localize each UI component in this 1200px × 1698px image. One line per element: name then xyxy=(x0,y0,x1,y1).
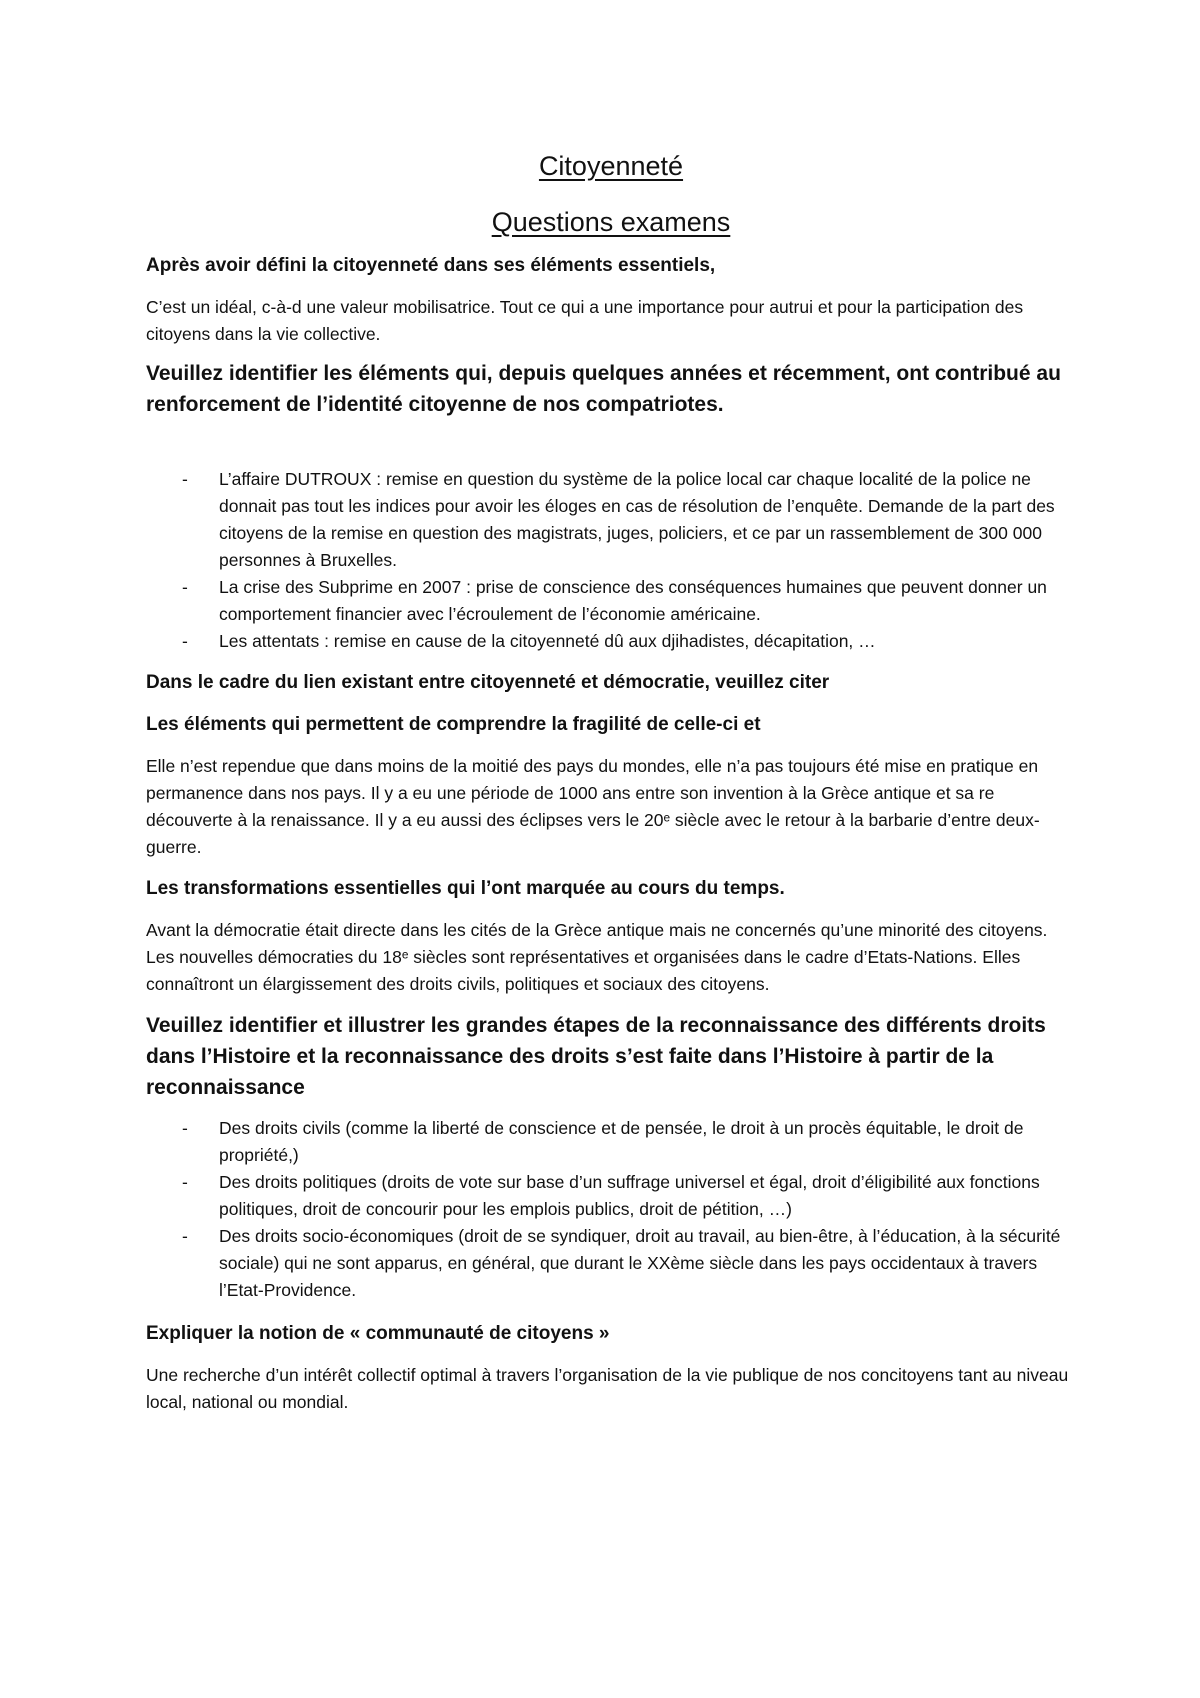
answer-list xyxy=(146,466,1076,655)
dash-bullet: - xyxy=(182,1226,188,1246)
answer-paragraph: Une recherche d’un intérêt collectif optimal à travers l’organisation de la vie publique de nos concitoyens tant au niveau local, national ou mondial. xyxy=(146,1365,1069,1412)
document-title: Citoyenneté xyxy=(538,151,684,181)
list-item xyxy=(146,1169,1076,1223)
question-heading: Après avoir défini la citoyenneté dans ses éléments essentiels, xyxy=(146,255,716,276)
question-heading: Les éléments qui permettent de comprendre la fragilité de celle-ci et xyxy=(146,714,761,735)
list-item xyxy=(146,628,1076,655)
answer-list xyxy=(146,1115,1076,1304)
answer-paragraph: Avant la démocratie était directe dans les cités de la Grèce antique mais ne concernés qu’une minorité des citoyens. Les nouvelles démocraties du 18ᵉ siècles sont représentatives et organisées dans le cadre d’Etats-Nations. Elles connaîtront un élargissement des droits civils, politiques et sociaux des citoyens. xyxy=(146,920,1048,994)
question-heading: Expliquer la notion de « communauté de citoyens » xyxy=(146,1323,610,1344)
answer-paragraph: C’est un idéal, c-à-d une valeur mobilisatrice. Tout ce qui a une importance pour autrui et pour la participation des citoyens dans la vie collective. xyxy=(146,297,1024,344)
dash-bullet: - xyxy=(182,469,188,489)
list-item-text: L’affaire DUTROUX : remise en question du système de la police local car chaque localité de la police ne donnait pas tout les indices pour avoir les éloges en cas de résolution de l’enquête. Demande de la part des citoyens de la remise en question des magistrats, juges, policiers, et ce par un rassemblement de 300 000 personnes à Bruxelles. xyxy=(219,469,1055,570)
dash-bullet: - xyxy=(182,577,188,597)
list-item xyxy=(146,1115,1076,1169)
question-heading: Veuillez identifier les éléments qui, depuis quelques années et récemment, ont contribué au renforcement de l’identité citoyenne de nos compatriotes. xyxy=(146,362,1061,416)
list-item xyxy=(146,574,1076,628)
dash-bullet: - xyxy=(182,1118,188,1138)
document-body xyxy=(146,148,1076,1416)
question-heading: Les transformations essentielles qui l’ont marquée au cours du temps. xyxy=(146,878,785,899)
dash-bullet: - xyxy=(182,631,188,651)
list-item-text: Des droits civils (comme la liberté de conscience et de pensée, le droit à un procès équitable, le droit de propriété,) xyxy=(219,1118,1024,1165)
list-item-text: La crise des Subprime en 2007 : prise de conscience des conséquences humaines que peuvent donner un comportement financier avec l’écroulement de l’économie américaine. xyxy=(219,577,1047,624)
question-heading: Dans le cadre du lien existant entre citoyenneté et démocratie, veuillez citer xyxy=(146,672,830,693)
list-item xyxy=(146,1223,1076,1304)
document-subtitle: Questions examens xyxy=(491,207,731,237)
question-heading: Veuillez identifier et illustrer les grandes étapes de la reconnaissance des différents droits dans l’Histoire et la reconnaissance des droits s’est faite dans l’Histoire à partir de la reconnaissance xyxy=(146,1014,1046,1099)
list-item-text: Des droits socio-économiques (droit de se syndiquer, droit au travail, au bien-être, à l’éducation, à la sécurité sociale) qui ne sont apparus, en général, que durant le XXème siècle dans les pays occidentaux à travers l’Etat-Providence. xyxy=(219,1226,1061,1300)
list-item-text: Les attentats : remise en cause de la citoyenneté dû aux djihadistes, décapitation, … xyxy=(219,631,876,651)
answer-paragraph: Elle n’est rependue que dans moins de la moitié des pays du mondes, elle n’a pas toujours été mise en pratique en permanence dans nos pays. Il y a eu une période de 1000 ans entre son invention à la Grèce antique et sa re découverte à la renaissance. Il y a eu aussi des éclipses vers le 20ᵉ siècle avec le retour à la barbarie d’entre deux-guerre. xyxy=(146,756,1040,857)
dash-bullet: - xyxy=(182,1172,188,1192)
list-item-text: Des droits politiques (droits de vote sur base d’un suffrage universel et égal, droit d’éligibilité aux fonctions politiques, droit de concourir pour les emplois publics, droit de pétition, …) xyxy=(219,1172,1040,1219)
list-item xyxy=(146,466,1076,574)
